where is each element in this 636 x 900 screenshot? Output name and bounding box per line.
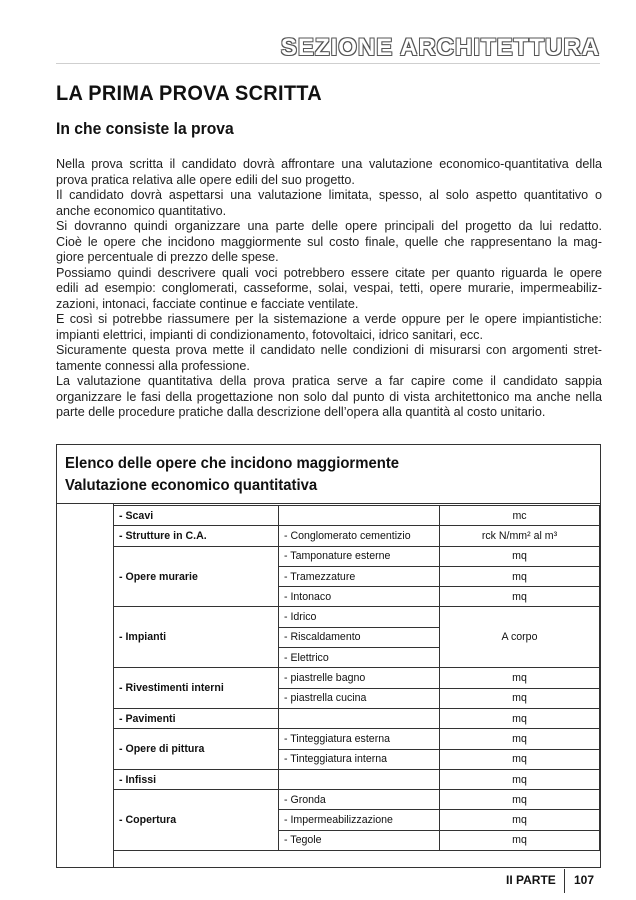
- unit-cell: mq: [440, 546, 600, 566]
- subitem-cell: [279, 506, 440, 526]
- category-cell: - Strutture in C.A.: [114, 526, 279, 546]
- body-line: zazioni, intonaci, facciate continue e facciate ventilate.: [56, 296, 359, 311]
- table-row: [114, 790, 600, 810]
- unit-cell: mq: [440, 688, 600, 708]
- subitem-cell: - Tamponature esterne: [279, 546, 440, 566]
- body-line: prova pratica relativa alle opere edili del suo progetto.: [56, 172, 355, 187]
- box-title-line-2: Valutazione economico quantitativa: [65, 477, 318, 494]
- subitem-cell: - Riscaldamento: [279, 627, 440, 647]
- footer-separator: [564, 869, 565, 893]
- unit-cell: mq: [440, 729, 600, 749]
- table-row: [114, 506, 600, 526]
- category-cell: - Copertura: [114, 790, 279, 851]
- unit-cell: mq: [440, 587, 600, 607]
- subitem-cell: - Tinteggiatura esterna: [279, 729, 440, 749]
- works-table: [113, 505, 600, 851]
- table-row: [114, 729, 600, 749]
- subitem-cell: - Tegole: [279, 830, 440, 850]
- works-table-box: [56, 444, 601, 868]
- body-line: Nella prova scritta il candidato dovrà affrontare una valutazione economico-quantitativa della: [56, 157, 602, 171]
- header-rule: [56, 63, 600, 64]
- box-divider: [57, 503, 600, 504]
- unit-cell: mq: [440, 749, 600, 769]
- subitem-cell: - piastrelle bagno: [279, 668, 440, 688]
- body-line: organizzare le fasi della progettazione non solo dal punto di vista architettonico ma anche nella: [56, 389, 602, 404]
- body-line: Cioè le opere che incidono maggiormente sul costo finale, quelle che rappresentano la mag-: [56, 234, 602, 249]
- table-row: [114, 546, 600, 566]
- body-line: parte delle procedure pratiche dalla descrizione dell’opera alla quantità al costo unitario.: [56, 405, 546, 419]
- subitem-cell: - Gronda: [279, 790, 440, 810]
- box-title: [65, 453, 399, 497]
- page-number: 107: [574, 873, 595, 887]
- subitem-cell: - Impermeabilizzazione: [279, 810, 440, 830]
- unit-cell: mq: [440, 708, 600, 728]
- footer-part-label: II PARTE: [506, 873, 556, 887]
- body-line: Si dovranno quindi organizzare una parte delle opere principali del progetto da lui redatto.: [56, 219, 602, 233]
- body-line: Sicuramente questa prova mette il candidato nelle condizioni di misurarsi con argomenti stret-: [56, 343, 602, 357]
- body-line: impianti elettrici, impianti di condizionamento, fotovoltaici, idrico sanitari, ecc.: [56, 327, 483, 342]
- table-row: [114, 607, 600, 627]
- unit-cell: rck N/mm² al m³: [440, 526, 600, 546]
- subitem-cell: - Idrico: [279, 607, 440, 627]
- unit-cell: mq: [440, 810, 600, 830]
- subitem-cell: - piastrella cucina: [279, 688, 440, 708]
- subitem-cell: [279, 769, 440, 789]
- subitem-cell: - Intonaco: [279, 587, 440, 607]
- subitem-cell: - Tinteggiatura interna: [279, 749, 440, 769]
- subitem-cell: - Elettrico: [279, 648, 440, 668]
- unit-cell: mc: [440, 506, 600, 526]
- unit-cell: mq: [440, 769, 600, 789]
- section-header: SEZIONE ARCHITETTURA: [280, 34, 600, 61]
- body-line: anche economico quantitativo.: [56, 203, 227, 218]
- body-line: tamente connessi alla professione.: [56, 358, 250, 373]
- unit-cell: mq: [440, 790, 600, 810]
- table-row: [114, 668, 600, 688]
- category-cell: - Infissi: [114, 769, 279, 789]
- page-title: LA PRIMA PROVA SCRITTA: [56, 82, 322, 105]
- table-row: [114, 526, 600, 546]
- box-title-line-1: Elenco delle opere che incidono maggiormente: [65, 455, 400, 472]
- body-line: E così si potrebbe riassumere per la sistemazione a verde oppure per le opere impiantistiche:: [56, 312, 602, 326]
- subitem-cell: - Tramezzature: [279, 566, 440, 586]
- body-line: Il candidato dovrà aspettarsi una valutazione limitata, spesso, al solo aspetto quantitativo o: [56, 188, 602, 202]
- body-line: edili ad esempio: conglomerati, casseforme, solai, vespai, tetti, opere murarie, impermeabiliz-: [56, 281, 602, 295]
- category-cell: - Opere di pittura: [114, 729, 279, 770]
- unit-cell: mq: [440, 566, 600, 586]
- subitem-cell: - Conglomerato cementizio: [279, 526, 440, 546]
- unit-cell: mq: [440, 668, 600, 688]
- body-paragraph: [56, 157, 602, 421]
- category-cell: - Scavi: [114, 506, 279, 526]
- body-line: giore percentuale di prezzo delle spese.: [56, 250, 279, 264]
- unit-cell: A corpo: [440, 607, 600, 668]
- section-subtitle: In che consiste la prova: [56, 120, 234, 138]
- unit-cell: mq: [440, 830, 600, 850]
- category-cell: - Opere murarie: [114, 546, 279, 607]
- category-cell: - Impianti: [114, 607, 279, 668]
- table-row: [114, 769, 600, 789]
- table-row: [114, 708, 600, 728]
- body-line: Possiamo quindi descrivere quali voci potrebbero essere citate per quanto riguarda le opere: [56, 265, 602, 280]
- body-line: La valutazione quantitativa della prova pratica serve a far capire come il candidato sappia: [56, 374, 602, 388]
- subitem-cell: [279, 708, 440, 728]
- category-cell: - Pavimenti: [114, 708, 279, 728]
- category-cell: - Rivestimenti interni: [114, 668, 279, 709]
